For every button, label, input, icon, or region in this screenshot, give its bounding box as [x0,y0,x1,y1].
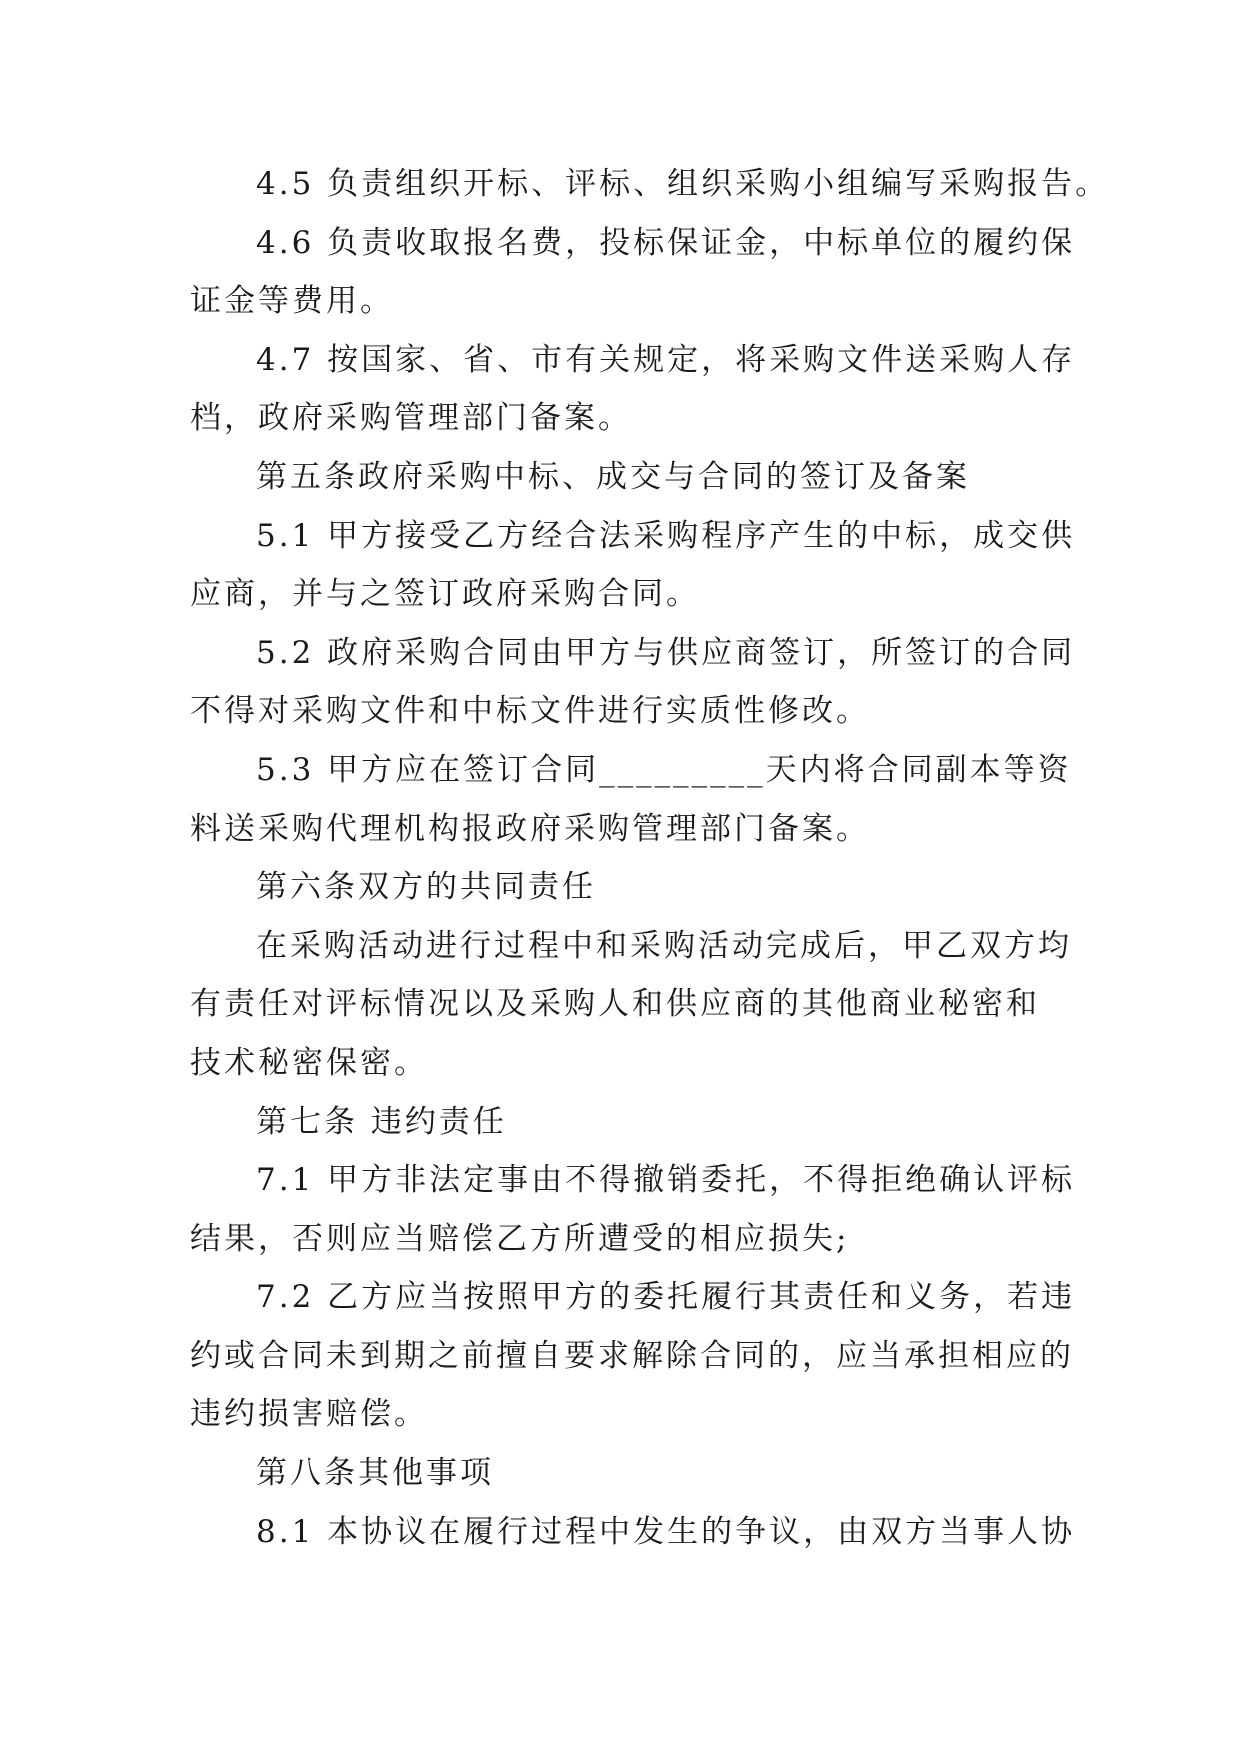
clause-4-7-line-2: 档，政府采购管理部门备案。 [190,400,632,437]
article-6-heading: 第六条双方的共同责任 [256,869,596,906]
clause-7-1-line-1: 7.1 甲方非法定事由不得撤销委托，不得拒绝确认评标 [256,1162,1076,1199]
article-7-heading: 第七条 违约责任 [256,1103,507,1140]
clause-5-3-line-1: 5.3 甲方应在签订合同_________天内将合同副本等资 [256,751,1072,788]
document-body [190,155,1110,1561]
clause-5-2-line-2: 不得对采购文件和中标文件进行实质性修改。 [190,693,870,730]
clause-5-1-line-1: 5.1 甲方接受乙方经合法采购程序产生的中标，成交供 [256,517,1076,554]
article-6-line-2: 有责任对评标情况以及采购人和供应商的其他商业秘密和 [190,986,1040,1023]
clause-7-1-line-2: 结果，否则应当赔偿乙方所遭受的相应损失; [190,1220,850,1257]
article-6-line-3: 技术秘密保密。 [190,1044,428,1081]
clause-7-2-line-1: 7.2 乙方应当按照甲方的委托履行其责任和义务，若违 [256,1279,1076,1316]
clause-4-7-line-1: 4.7 按国家、省、市有关规定，将采购文件送采购人存 [256,341,1076,378]
article-8-heading: 第八条其他事项 [256,1455,494,1492]
clause-5-2-line-1: 5.2 政府采购合同由甲方与供应商签订，所签订的合同 [256,634,1076,671]
clause-4-5: 4.5 负责组织开标、评标、组织采购小组编写采购报告。 [256,166,1110,202]
clause-5-3-line-2: 料送采购代理机构报政府采购管理部门备案。 [190,810,870,847]
clause-7-2-line-2: 约或合同未到期之前擅自要求解除合同的，应当承担相应的 [190,1337,1074,1374]
clause-4-6-line-2: 证金等费用。 [190,283,394,320]
clause-5-1-line-2: 应商，并与之签订政府采购合同。 [190,576,700,613]
article-5-heading: 第五条政府采购中标、成交与合同的签订及备案 [256,458,970,495]
clause-8-1-line-1: 8.1 本协议在履行过程中发生的争议，由双方当事人协 [256,1513,1076,1550]
clause-7-2-line-3: 违约损害赔偿。 [190,1396,428,1433]
article-6-line-1: 在采购活动进行过程中和采购活动完成后，甲乙双方均 [256,927,1072,964]
clause-4-6-line-1: 4.6 负责收取报名费，投标保证金，中标单位的履约保 [256,224,1076,261]
